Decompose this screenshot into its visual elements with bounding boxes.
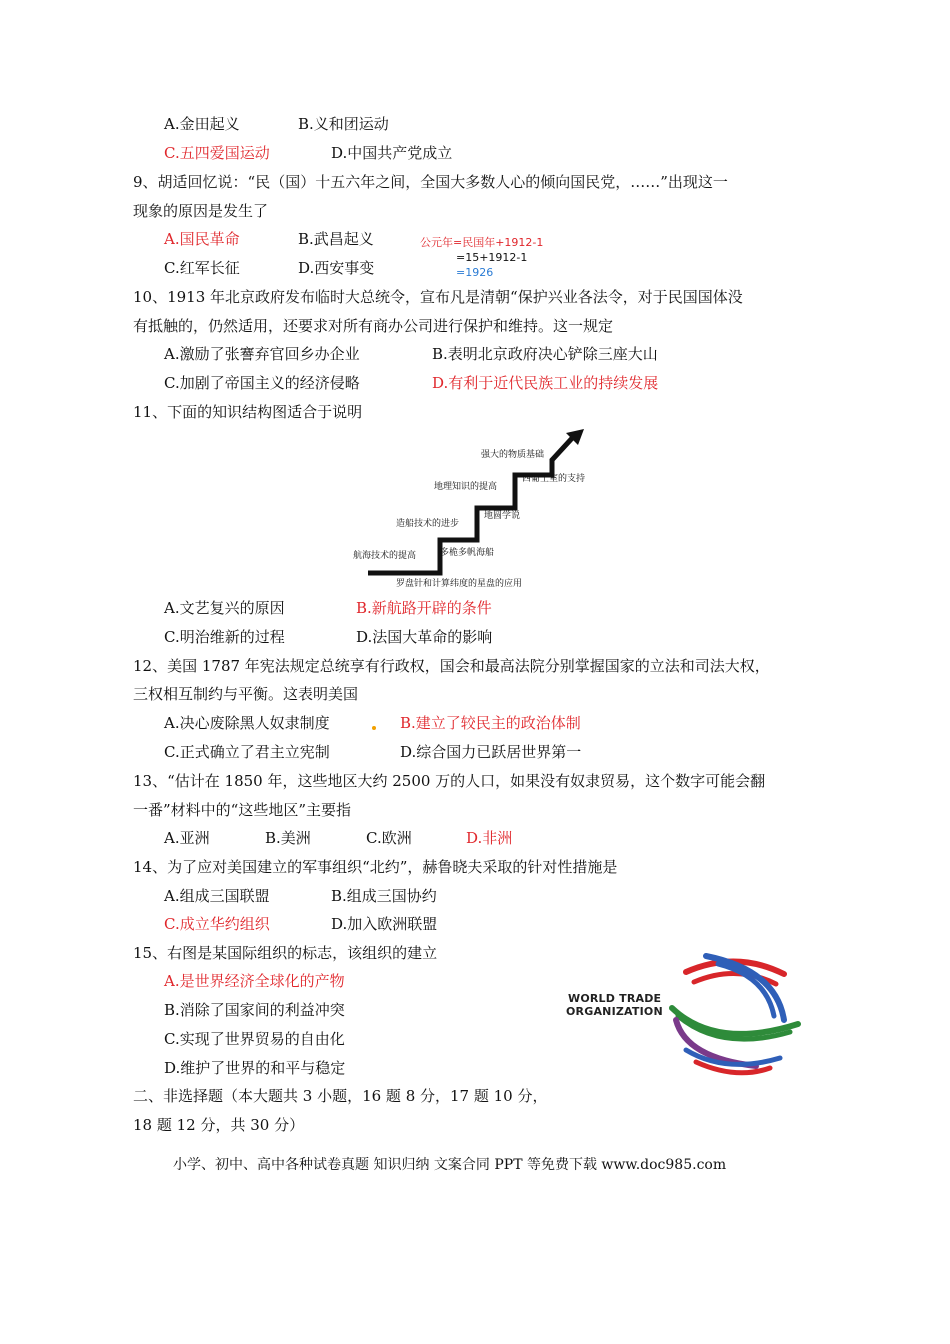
q11-stem: 11、下面的知识结构图适合于说明 [133, 403, 363, 421]
q15-option-c: C.实现了世界贸易的自由化 [164, 1030, 345, 1048]
stair-label-8: 强大的物质基础 [481, 450, 545, 460]
wto-logo-text-line1: WORLD TRADE [568, 992, 662, 1005]
q12-option-d: D.综合国力已跃居世界第一 [400, 743, 582, 761]
q12-option-b-answer: B.建立了较民主的政治体制 [400, 714, 581, 732]
q14-stem: 14、为了应对美国建立的军事组织“北约”，赫鲁晓夫采取的针对性措施是 [133, 858, 618, 876]
q9-stem-line2: 现象的原因是发生了 [133, 202, 269, 220]
q8-option-a: A.金田起义 [164, 115, 240, 133]
q15-option-b: B.消除了国家间的利益冲突 [164, 1001, 345, 1019]
q9-option-d: D.西安事变 [298, 259, 375, 277]
q11-option-c: C.明治维新的过程 [164, 628, 285, 646]
q8-option-c-answer: C.五四爱国运动 [164, 144, 270, 162]
q13-stem-line1: 13、“估计在 1850 年，这些地区大约 2500 万的人口，如果没有奴隶贸易，这个数字可能会翻 [133, 772, 766, 790]
q13-option-a: A.亚洲 [164, 829, 210, 847]
q10-stem-line1: 10、1913 年北京政府发布临时大总统令，宣布凡是清朝“保护兴业各法令，对于民国国体没 [133, 288, 743, 306]
q10-option-a: A.激励了张謇弃官回乡办企业 [164, 345, 360, 363]
q14-option-d: D.加入欧洲联盟 [331, 915, 438, 933]
q8-option-d: D.中国共产党成立 [331, 144, 453, 162]
wto-swirl-emblem [666, 950, 806, 1078]
q13-option-d-answer: D.非洲 [466, 829, 513, 847]
q11-option-a: A.文艺复兴的原因 [164, 599, 285, 617]
q12-stem-line2: 三权相互制约与平衡。这表明美国 [133, 685, 359, 703]
section2-heading-line1: 二、非选择题（本大题共 3 小题，16 题 8 分，17 题 10 分， [133, 1087, 548, 1105]
q12-stem-line1: 12、美国 1787 年宪法规定总统享有行政权，国会和最高法院分别掌握国家的立法和司法大权， [133, 657, 770, 675]
q15-stem: 15、右图是某国际组织的标志，该组织的建立 [133, 944, 438, 962]
q11-option-d: D.法国大革命的影响 [356, 628, 493, 646]
wto-logo [560, 950, 810, 1080]
q9-option-c: C.红军长征 [164, 259, 240, 277]
swirl-green-1 [672, 1008, 798, 1034]
q14-option-a: A.组成三国联盟 [164, 887, 270, 905]
q9-note-line3: =1926 [456, 266, 494, 279]
q10-option-b: B.表明北京政府决心铲除三座大山 [432, 345, 658, 363]
q9-stem-line1: 9、胡适回忆说：“民（国）十五六年之间，全国大多数人心的倾向国民党，……”出现这一 [133, 173, 728, 191]
q9-option-a-answer: A.国民革命 [164, 230, 240, 248]
section2-heading-line2: 18 题 12 分，共 30 分） [133, 1116, 305, 1134]
q15-option-a-answer: A.是世界经济全球化的产物 [164, 972, 345, 990]
stair-label-6: 地理知识的提高 [434, 482, 498, 492]
knowledge-staircase-diagram [340, 425, 600, 595]
q14-option-b: B.组成三国协约 [331, 887, 437, 905]
stair-label-7: 西葡王室的支持 [522, 474, 586, 484]
q14-option-c-answer: C.成立华约组织 [164, 915, 270, 933]
q15-option-d: D.维护了世界的和平与稳定 [164, 1059, 346, 1077]
q12-option-c: C.正式确立了君主立宪制 [164, 743, 330, 761]
q10-option-d-answer: D.有利于近代民族工业的持续发展 [432, 374, 659, 392]
stair-label-5: 地圆学说 [484, 511, 521, 521]
orange-dot-mark [372, 726, 376, 730]
wto-logo-text-line2: ORGANIZATION [566, 1005, 663, 1018]
q13-option-b: B.美洲 [265, 829, 311, 847]
swirl-purple-1 [676, 1020, 756, 1066]
q13-option-c: C.欧洲 [366, 829, 412, 847]
stair-label-4: 造船技术的进步 [396, 519, 460, 529]
stair-label-2: 航海技术的提高 [353, 551, 417, 561]
q9-note-line1: 公元年=民国年+1912-1 [420, 236, 544, 249]
q10-option-c: C.加剧了帝国主义的经济侵略 [164, 374, 360, 392]
q12-option-a: A.决心废除黑人奴隶制度 [164, 714, 330, 732]
q10-stem-line2: 有抵触的，仍然适用，还要求对所有商办公司进行保护和维持。这一规定 [133, 317, 614, 335]
q8-option-b: B.义和团运动 [298, 115, 389, 133]
stair-label-3: 多桅多帆海船 [440, 548, 495, 558]
stair-label-1: 罗盘针和计算纬度的星盘的应用 [396, 579, 523, 589]
footer-text: 小学、初中、高中各种试卷真题 知识归纳 文案合同 PPT 等免费下载 www.doc985.com [173, 1157, 727, 1173]
q13-stem-line2: 一番”材料中的“这些地区”主要指 [133, 801, 352, 819]
q11-option-b-answer: B.新航路开辟的条件 [356, 599, 492, 617]
q9-note-line2: =15+1912-1 [456, 251, 528, 264]
q9-option-b: B.武昌起义 [298, 230, 374, 248]
